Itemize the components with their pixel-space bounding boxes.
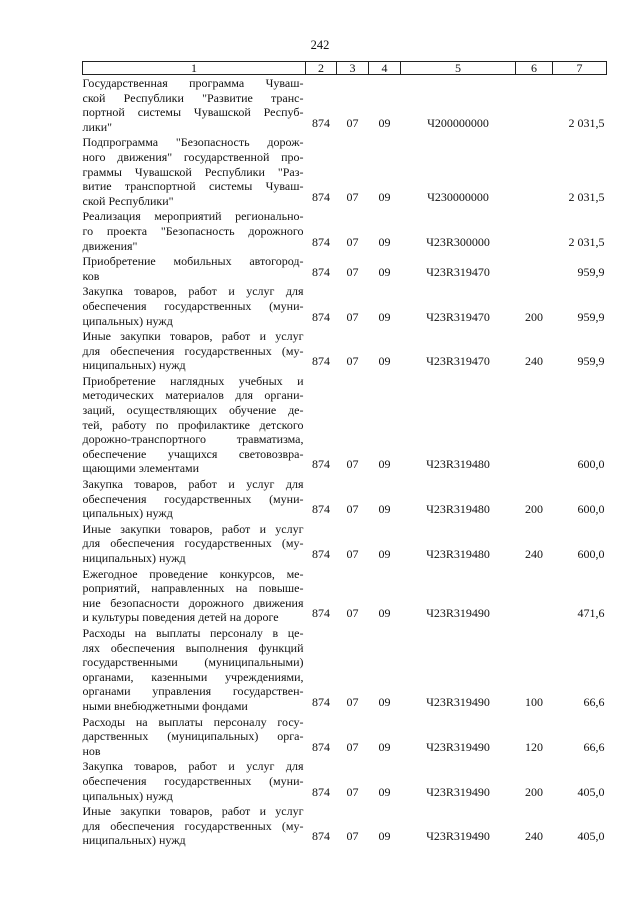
expense-type	[516, 566, 553, 625]
expense-type: 200	[525, 309, 543, 324]
expense-type: 100	[525, 694, 543, 709]
row-name-line: Расходы на выплаты персоналу госу-	[82, 714, 304, 729]
row-name-line: портной системы Чувашской Респуб-	[82, 105, 304, 120]
expense-type: 240	[525, 547, 543, 561]
amount: 600,0	[577, 457, 605, 472]
row-name	[83, 625, 306, 714]
header-col-6: 6	[516, 62, 553, 75]
amount: 959,9	[577, 309, 605, 324]
row-name-line: движения"	[82, 238, 138, 253]
row-name-line: Государственная программа Чуваш-	[82, 76, 304, 90]
row-name	[83, 328, 306, 373]
target-article: Ч23R319490	[426, 694, 490, 709]
section-code: 07	[346, 457, 359, 472]
table-row	[83, 758, 607, 803]
row-name-line: ниципальных) нужд	[82, 358, 186, 373]
target-article: Ч23R319480	[426, 457, 490, 472]
row-name-line: обеспечение учащихся световозвра-	[82, 446, 304, 461]
ministry-code: 874	[312, 784, 330, 799]
amount: 66,6	[583, 739, 605, 754]
row-name-line: для обеспечения государственных (му-	[82, 536, 304, 551]
amount: 405,0	[577, 784, 605, 799]
subsection-code: 09	[378, 354, 391, 369]
row-name-line: и культуры поведения детей на дороге	[82, 610, 279, 625]
section-code: 07	[346, 115, 359, 130]
row-name-line: ской Республики "Развитие транс-	[82, 90, 304, 105]
table-row	[83, 476, 607, 521]
row-name-line: для обеспечения государственных (му-	[82, 343, 304, 358]
header-col-1: 1	[83, 62, 306, 75]
row-name-line: государственными (муниципальными)	[82, 655, 304, 670]
row-name-line: ного движения" государственной про-	[82, 149, 304, 164]
section-code: 07	[346, 309, 359, 324]
subsection-code: 09	[378, 457, 391, 472]
row-name-line: Приобретение мобильных автогород-	[82, 254, 304, 269]
expense-type	[516, 75, 553, 135]
section-code: 07	[346, 694, 359, 709]
row-name-line: щающими элементами	[82, 461, 200, 476]
expense-type: 120	[525, 739, 543, 754]
expense-type: 200	[525, 502, 543, 517]
row-name	[83, 476, 306, 521]
table-row	[83, 521, 607, 566]
row-name	[83, 758, 306, 803]
header-col-7: 7	[553, 62, 607, 75]
row-name-line: го проекта "Безопасность дорожного	[82, 223, 304, 238]
row-name-line: граммы Чувашской Республики "Раз-	[82, 164, 304, 179]
row-name-line: обеспечения государственных (муни-	[82, 491, 304, 506]
row-name	[83, 566, 306, 625]
amount: 2 031,5	[568, 189, 605, 204]
amount: 600,0	[577, 502, 605, 517]
row-name-line: методических материалов для органи-	[82, 388, 304, 403]
target-article: Ч23R319480	[426, 547, 490, 561]
amount: 600,0	[577, 547, 605, 561]
table-header-row	[83, 62, 607, 75]
header-col-5: 5	[401, 62, 516, 75]
header-col-3: 3	[337, 62, 369, 75]
target-article: Ч23R300000	[426, 234, 490, 249]
subsection-code: 09	[378, 502, 391, 517]
amount: 2 031,5	[568, 234, 605, 249]
row-name-line: для обеспечения государственных (му-	[82, 818, 304, 833]
row-name-line: ципальных) нужд	[82, 788, 173, 803]
subsection-code: 09	[378, 264, 391, 279]
expense-type	[516, 253, 553, 283]
subsection-code: 09	[378, 234, 391, 249]
row-name-line: дорожно-транспортного травматизма,	[82, 432, 304, 447]
ministry-code: 874	[312, 606, 330, 621]
ministry-code: 874	[312, 115, 330, 130]
row-name-line: Расходы на выплаты персоналу в це-	[82, 625, 304, 640]
ministry-code: 874	[312, 547, 330, 561]
target-article: Ч23R319480	[426, 502, 490, 517]
row-name-line: дарственных (муниципальных) орга-	[82, 729, 304, 744]
table-row	[83, 625, 607, 714]
row-name	[83, 75, 306, 135]
ministry-code: 874	[312, 309, 330, 324]
table-row	[83, 134, 607, 208]
target-article: Ч230000000	[427, 189, 489, 204]
ministry-code: 874	[312, 354, 330, 369]
subsection-code: 09	[378, 739, 391, 754]
table-row	[83, 373, 607, 476]
section-code: 07	[346, 189, 359, 204]
table-row	[83, 75, 607, 135]
expense-type	[516, 208, 553, 253]
row-name-line: ными внебюджетными фондами	[82, 698, 248, 713]
row-name-line: тей, работу по профилактике детского	[82, 417, 304, 432]
header-col-4: 4	[369, 62, 401, 75]
subsection-code: 09	[378, 547, 391, 561]
table-row	[83, 714, 607, 759]
ministry-code: 874	[312, 189, 330, 204]
amount: 405,0	[577, 829, 605, 844]
table-row	[83, 328, 607, 373]
ministry-code: 874	[312, 502, 330, 517]
amount: 2 031,5	[568, 115, 605, 130]
row-name-line: витие транспортной системы Чуваш-	[82, 179, 304, 194]
table-row	[83, 208, 607, 253]
row-name-line: Иные закупки товаров, работ и услуг	[82, 521, 304, 536]
row-name-line: Закупка товаров, работ и услуг для	[82, 477, 304, 492]
expense-type: 240	[525, 829, 543, 844]
expense-type	[516, 134, 553, 208]
target-article: Ч23R319490	[426, 739, 490, 754]
subsection-code: 09	[378, 829, 391, 844]
subsection-code: 09	[378, 606, 391, 621]
section-code: 07	[346, 502, 359, 517]
row-name-line: ниципальных) нужд	[82, 551, 186, 565]
section-code: 07	[346, 784, 359, 799]
row-name-line: заций, осуществляющих обучение де-	[82, 403, 304, 418]
ministry-code: 874	[312, 234, 330, 249]
row-name-line: ципальных) нужд	[82, 506, 173, 521]
row-name	[83, 208, 306, 253]
target-article: Ч23R319470	[426, 354, 490, 369]
expense-type	[516, 373, 553, 476]
table-row	[83, 253, 607, 283]
target-article: Ч23R319490	[426, 829, 490, 844]
table-row	[83, 803, 607, 848]
row-name-line: Ежегодное проведение конкурсов, ме-	[82, 566, 304, 581]
amount: 471,6	[577, 606, 605, 621]
row-name-line: ков	[82, 268, 100, 283]
row-name-line: роприятий, направленных на повыше-	[82, 581, 304, 596]
row-name	[83, 283, 306, 328]
target-article: Ч23R319490	[426, 784, 490, 799]
row-name-line: обеспечения государственных (муни-	[82, 298, 304, 313]
ministry-code: 874	[312, 739, 330, 754]
row-name	[83, 521, 306, 566]
row-name-line: ние безопасности дорожного движения	[82, 595, 304, 610]
amount: 66,6	[583, 694, 605, 709]
row-name-line: ской Республики"	[82, 193, 174, 208]
section-code: 07	[346, 739, 359, 754]
row-name-line: Закупка товаров, работ и услуг для	[82, 759, 304, 774]
amount: 959,9	[577, 264, 605, 279]
row-name-line: Иные закупки товаров, работ и услуг	[82, 329, 304, 344]
row-name-line: ниципальных) нужд	[82, 833, 186, 848]
target-article: Ч23R319470	[426, 264, 490, 279]
row-name	[83, 803, 306, 848]
subsection-code: 09	[378, 309, 391, 324]
row-name-line: органами, казенными учреждениями,	[82, 669, 304, 684]
amount: 959,9	[577, 354, 605, 369]
table-body	[83, 75, 607, 848]
page-number: 242	[310, 38, 330, 52]
ministry-code: 874	[312, 694, 330, 709]
expense-type: 200	[525, 784, 543, 799]
section-code: 07	[346, 354, 359, 369]
row-name-line: обеспечения государственных (муни-	[82, 773, 304, 788]
section-code: 07	[346, 829, 359, 844]
section-code: 07	[346, 234, 359, 249]
ministry-code: 874	[312, 829, 330, 844]
subsection-code: 09	[378, 115, 391, 130]
ministry-code: 874	[312, 457, 330, 472]
row-name-line: Подпрограмма "Безопасность дорож-	[82, 135, 304, 150]
target-article: Ч200000000	[427, 115, 489, 130]
row-name	[83, 253, 306, 283]
row-name-line: ципальных) нужд	[82, 313, 173, 328]
subsection-code: 09	[378, 189, 391, 204]
section-code: 07	[346, 264, 359, 279]
subsection-code: 09	[378, 694, 391, 709]
budget-table	[82, 61, 607, 848]
subsection-code: 09	[378, 784, 391, 799]
header-col-2: 2	[306, 62, 337, 75]
row-name	[83, 134, 306, 208]
row-name-line: органами управления государствен-	[82, 684, 304, 699]
ministry-code: 874	[312, 264, 330, 279]
row-name-line: Приобретение наглядных учебных и	[82, 373, 304, 388]
row-name-line: лики"	[82, 119, 113, 134]
row-name	[83, 714, 306, 759]
target-article: Ч23R319490	[426, 606, 490, 621]
row-name-line: нов	[82, 743, 101, 758]
expense-type: 240	[525, 354, 543, 369]
section-code: 07	[346, 547, 359, 561]
section-code: 07	[346, 606, 359, 621]
target-article: Ч23R319470	[426, 309, 490, 324]
row-name-line: Закупка товаров, работ и услуг для	[82, 284, 304, 299]
row-name-line: Иные закупки товаров, работ и услуг	[82, 804, 304, 819]
row-name	[83, 373, 306, 476]
row-name-line: лях обеспечения выполнения функций	[82, 640, 304, 655]
table-row	[83, 283, 607, 328]
row-name-line: Реализация мероприятий регионально-	[82, 209, 304, 224]
table-row	[83, 566, 607, 625]
